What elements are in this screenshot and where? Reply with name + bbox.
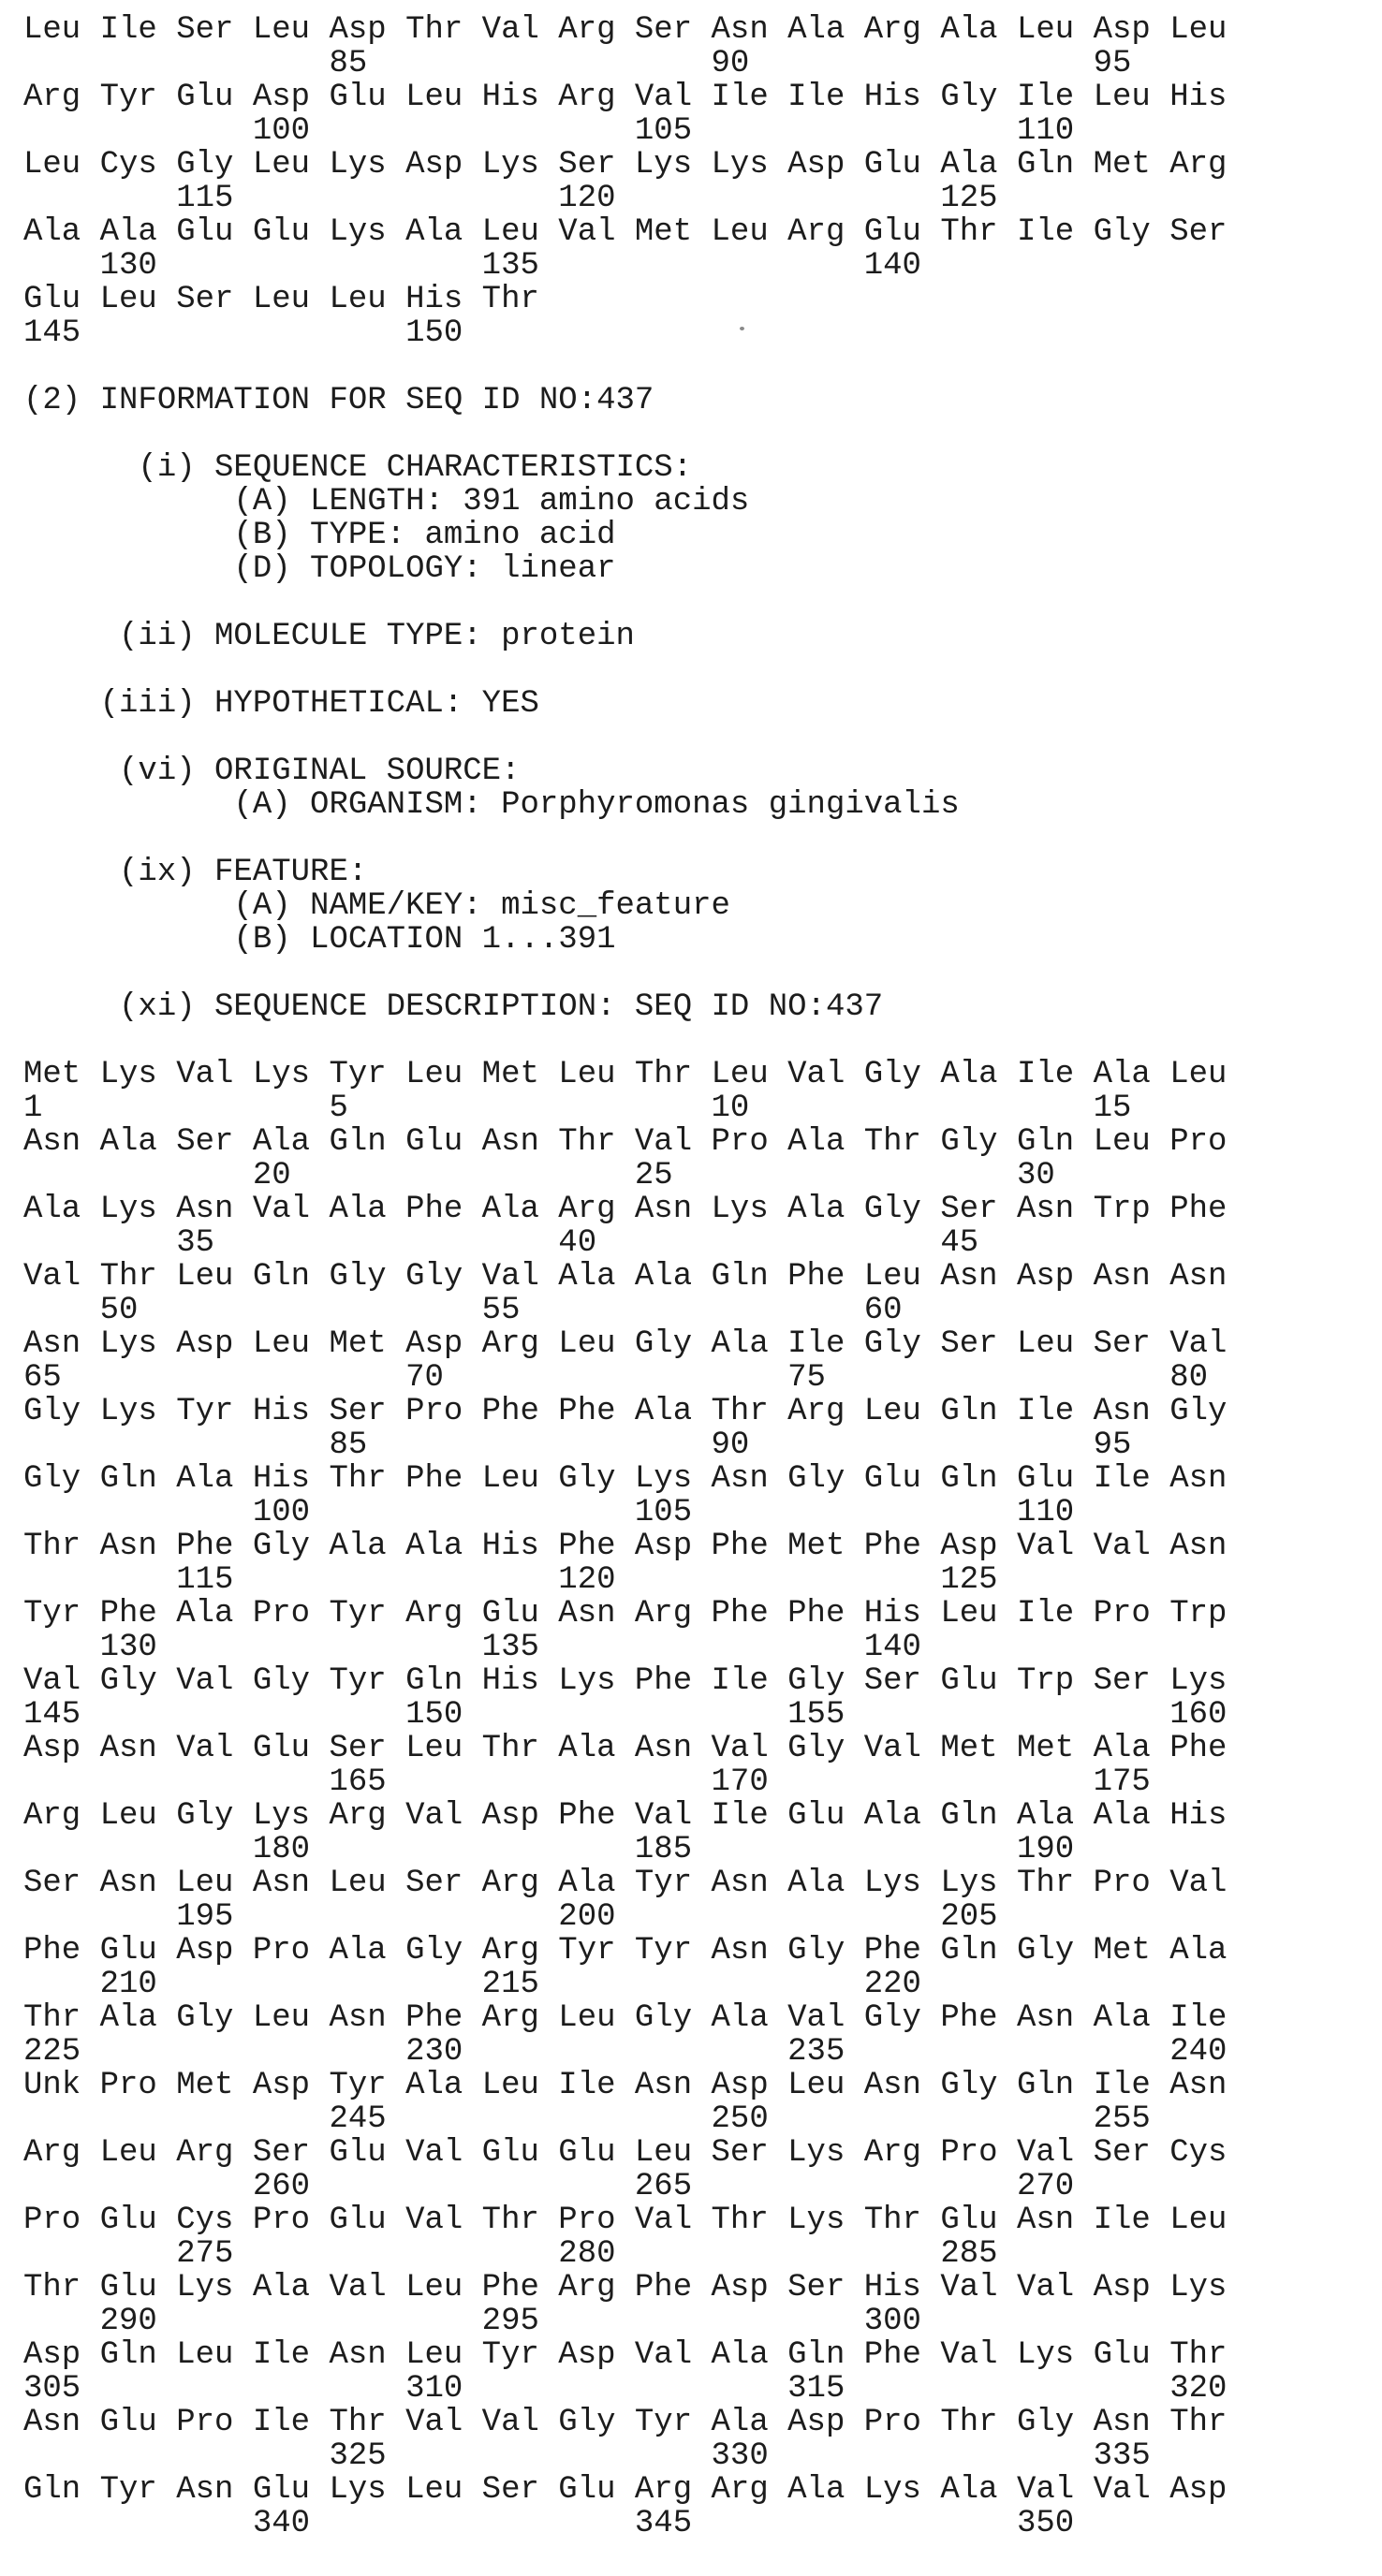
main-sequence-listing: Met Lys Val Lys Tyr Leu Met Leu Thr Leu Val Gly Ala Ile Ala Leu 1 5 10 15 Asn Ala Ser Ala Gln Glu Asn Thr Val Pro Ala Thr Gly Gln Leu Pro 20 25 30 Ala Lys Asn Val Ala Phe Ala Arg Asn Lys Ala Gly Ser Asn Trp Phe 35 40 45 Val Thr Leu Gln Gly Gly Val Ala Ala Gln Phe Leu Asn Asp Asn Asn 50 55 60 Asn Lys Asp Leu Met Asp Arg Leu Gly Ala Ile Gly Ser Leu Ser Val 65 70 75 80 Gly Lys Tyr His Ser Pro Phe Phe Ala Thr Arg Leu Gln Ile Asn Gly 85 90 95 Gly Gln Ala His Thr Phe Leu Gly Lys Asn Gly Glu Gln Glu Ile Asn 100 105 110 Thr Asn Phe Gly Ala Ala His Phe Asp Phe Met Phe Asp Val Val Asn 115 120 125 Tyr Phe Ala Pro Tyr Arg Glu Asn Arg Phe Phe His Leu Ile Pro Trp 130 135 140 Val Gly Val Gly Tyr Gln His Lys Phe Ile Gly Ser Glu Trp Ser Lys 145 150 155 160 Asp Asn Val Glu Ser Leu Thr Ala Asn Val Gly Val Met Met Ala Phe 165 170 175 Arg Leu Gly Lys Arg Val Asp Phe Val Ile Glu Ala Gln Ala Ala His 180 185 190 Ser Asn Leu Asn Leu Ser Arg Ala Tyr Asn Ala Lys Lys Thr Pro Val 195 200 205 Phe Glu Asp Pro Ala Gly Arg Tyr Tyr Asn Gly Phe Gln Gly Met Ala 210 215 220 Thr Ala Gly Leu Asn Phe Arg Leu Gly Ala Val Gly Phe Asn Ala Ile 225 230 235 240 Unk Pro Met Asp Tyr Ala Leu Ile Asn Asp Leu Asn Gly Gln Ile Asn 245 250 255 Arg Leu Arg Ser Glu Val Glu Glu Leu Ser Lys Arg Pro Val Ser Cys 260 265 270 Pro Glu Cys Pro Glu Val Thr Pro Val Thr Lys Thr Glu Asn Ile Leu 275 280 285 Thr Glu Lys Ala Val Leu Phe Arg Phe Asp Ser His Val Val Asp Lys 290 295 300 Asp Gln Leu Ile Asn Leu Tyr Asp Val Ala Gln Phe Val Lys Glu Thr 305 310 315 320 Asn Glu Pro Ile Thr Val Val Gly Tyr Ala Asp Pro Thr Gly Asn Thr 325 330 335 Gln Tyr Asn Glu Lys Leu Ser Glu Arg Arg Ala Lys Ala Val Val Asp 340 345 350 — [23, 1057, 1228, 2541]
section-gap — [23, 586, 1382, 620]
previous-sequence-tail: Leu Ile Ser Leu Asp Thr Val Arg Ser Asn Ala Arg Ala Leu Asp Leu 85 90 95 Arg Tyr Glu Asp Glu Leu His Arg Val Ile Ile His Gly Ile Leu His 100 105 110 Leu Cys Gly Leu Lys Asp Lys Ser Lys Lys Asp Glu Ala Gln Met Arg 115 120 125 Ala Ala Glu Glu Lys Ala Leu Val Met Leu Arg Glu Thr Ile Gly Ser 130 135 140 Glu Leu Ser Leu Leu His Thr 145 150 — [23, 12, 1228, 351]
section-gap — [23, 417, 1382, 451]
section-gap — [23, 350, 1382, 384]
seq-info-header: (2) INFORMATION FOR SEQ ID NO:437 — [23, 383, 654, 418]
section-gap — [23, 653, 1382, 687]
section-gap — [23, 957, 1382, 990]
molecule-type-line: (ii) MOLECULE TYPE: protein — [23, 619, 635, 654]
section-gap — [23, 721, 1382, 754]
scan-artifact-dot — [740, 327, 744, 330]
sequence-description-header: (xi) SEQUENCE DESCRIPTION: SEQ ID NO:437 — [23, 989, 884, 1025]
original-source-section: (vi) ORIGINAL SOURCE: (A) ORGANISM: Porphyromonas gingivalis — [119, 754, 960, 823]
sequence-characteristics-section: (i) SEQUENCE CHARACTERISTICS: (A) LENGTH: 391 amino acids (B) TYPE: amino acid (D) TOPOLOGY: linear — [138, 450, 750, 587]
hypothetical-line: (iii) HYPOTHETICAL: YES — [23, 686, 539, 722]
section-gap — [23, 822, 1382, 856]
section-gap — [23, 1024, 1382, 1058]
feature-section: (ix) FEATURE: (A) NAME/KEY: misc_feature (B) LOCATION 1...391 — [119, 855, 730, 958]
